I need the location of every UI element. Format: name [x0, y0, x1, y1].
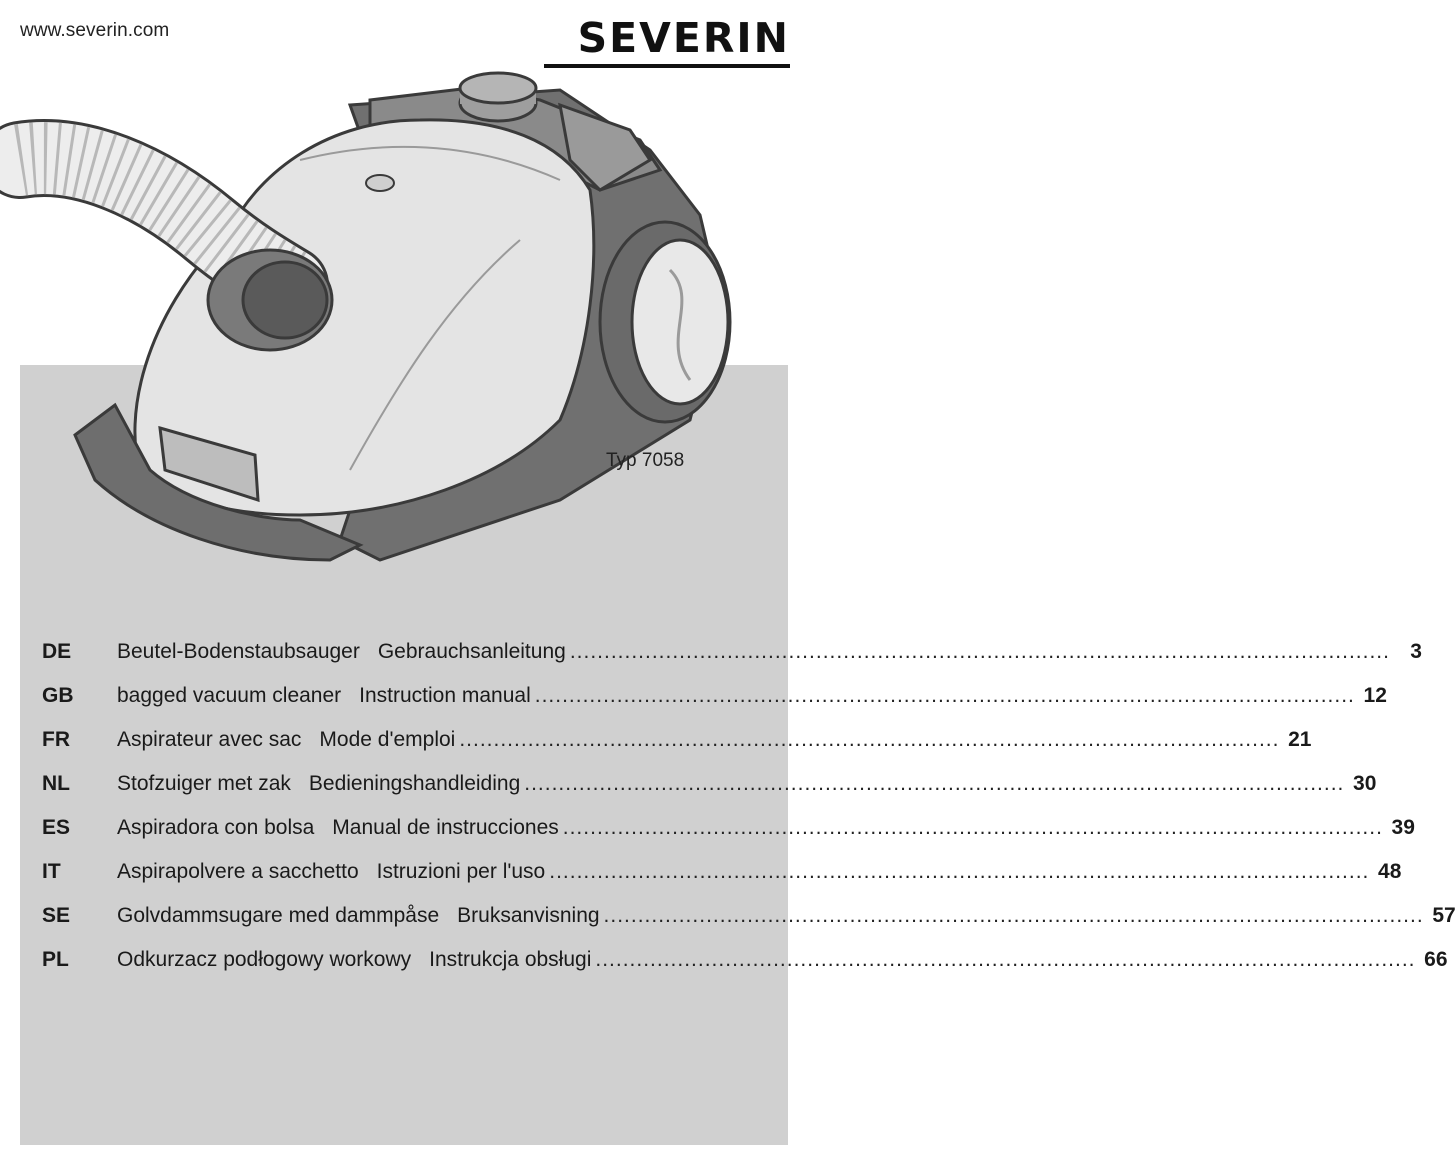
toc-row-se: [42, 904, 1456, 948]
dot-leader: ........................................................................................................................: [534, 684, 1355, 707]
language-code: FR: [42, 728, 70, 751]
dot-leader: ........................................................................................................................: [603, 904, 1424, 927]
dot-leader: ........................................................................................................................: [569, 640, 1390, 663]
toc-row-de: [42, 640, 1422, 684]
page-number: 12: [1363, 684, 1387, 707]
toc-row-pl: [42, 948, 1448, 992]
language-code: NL: [42, 772, 70, 795]
manual-title: Gebrauchsanleitung: [377, 640, 566, 663]
toc-row-it: [42, 860, 1402, 904]
toc-row-gb: [42, 684, 1387, 728]
product-title: Odkurzacz podłogowy workowy: [117, 948, 412, 971]
language-code: GB: [42, 684, 74, 707]
language-code: ES: [42, 816, 71, 839]
manual-title: Bedieningshandleiding: [308, 772, 521, 795]
toc-row-nl: [42, 772, 1377, 816]
manual-title: Istruzioni per l'uso: [376, 860, 546, 883]
language-table-of-contents: [42, 640, 1456, 992]
language-code: PL: [42, 948, 69, 971]
language-code: IT: [42, 860, 61, 883]
manual-title: Bruksanvisning: [457, 904, 600, 927]
dot-leader: ........................................................................................................................: [524, 772, 1345, 795]
vacuum-cleaner-illustration: [0, 60, 808, 580]
language-code: SE: [42, 904, 71, 927]
manual-title: Manual de instrucciones: [332, 816, 559, 839]
product-title: Stofzuiger met zak: [117, 772, 291, 795]
manual-title: Instrukcja obsługi: [429, 948, 592, 971]
dot-leader: ........................................................................................................................: [562, 816, 1383, 839]
page-number: 21: [1288, 728, 1312, 751]
dot-leader: ........................................................................................................................: [549, 860, 1370, 883]
page-number: 3: [1410, 640, 1422, 663]
website-url: www.severin.com: [20, 20, 170, 41]
manual-title: Mode d'emploi: [319, 728, 456, 751]
brand-wordmark: SEVERIN: [577, 14, 790, 62]
product-title: Aspirapolvere a sacchetto: [117, 860, 359, 883]
page-number: 66: [1424, 948, 1448, 971]
toc-row-fr: [42, 728, 1312, 772]
product-title: Golvdammsugare med dammpåse: [117, 904, 440, 927]
page-number: 57: [1432, 904, 1456, 927]
toc-row-es: [42, 816, 1415, 860]
dot-leader: ........................................................................................................................: [459, 728, 1280, 751]
page-number: 39: [1391, 816, 1415, 839]
product-title: Aspirateur avec sac: [117, 728, 302, 751]
product-title: Aspiradora con bolsa: [117, 816, 315, 839]
dot-leader: ........................................................................................................................: [595, 948, 1416, 971]
page-number: 48: [1378, 860, 1402, 883]
model-number: Typ 7058: [606, 450, 685, 471]
language-code: DE: [42, 640, 72, 663]
product-title: Beutel-Bodenstaubsauger: [117, 640, 360, 663]
manual-title: Instruction manual: [359, 684, 531, 707]
product-title: bagged vacuum cleaner: [117, 684, 342, 707]
page-number: 30: [1353, 772, 1377, 795]
